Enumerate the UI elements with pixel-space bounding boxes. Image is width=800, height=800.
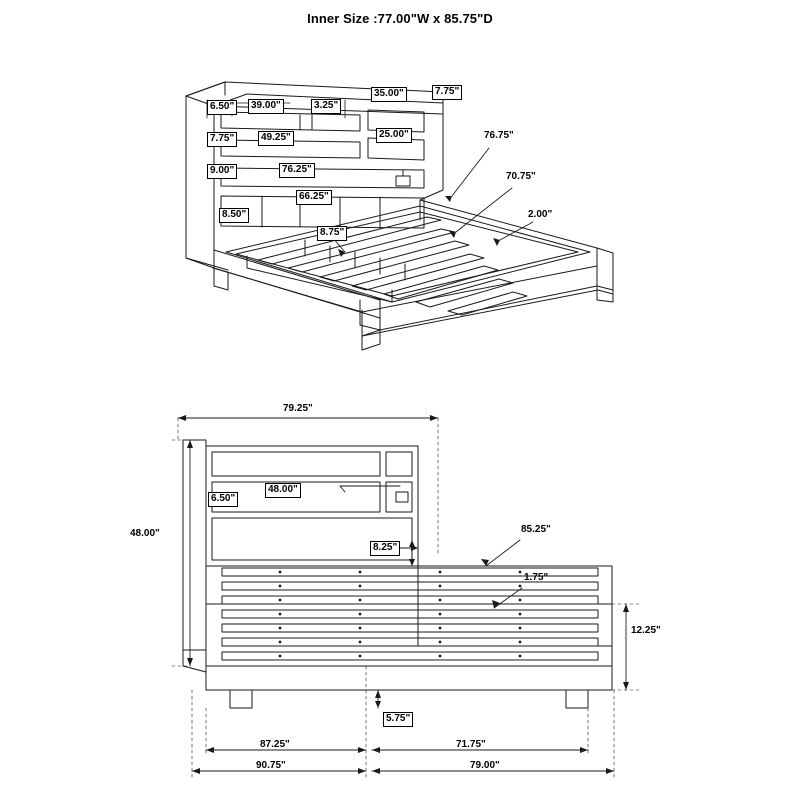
dimension-label: 7.75" <box>432 85 462 100</box>
dimension-label: 49.25" <box>258 131 294 146</box>
page-title: Inner Size :77.00"W x 85.75"D <box>307 11 493 26</box>
dimension-label: 1.75" <box>524 572 549 583</box>
dimension-label: 87.25" <box>260 739 290 750</box>
dimension-label: 8.75" <box>317 226 347 241</box>
dimension-label: 7.75" <box>207 132 237 147</box>
dimension-label: 79.25" <box>283 403 313 414</box>
dimension-label: 66.25" <box>296 190 332 205</box>
dimension-label: 35.00" <box>371 87 407 102</box>
dimension-label: 71.75" <box>456 739 486 750</box>
dimension-label: 3.25" <box>311 99 341 114</box>
dimension-label: 79.00" <box>470 760 500 771</box>
dimension-label: 90.75" <box>256 760 286 771</box>
dimension-label: 76.75" <box>484 130 514 141</box>
dimension-label: 48.00" <box>265 483 301 498</box>
dimension-label: 70.75" <box>506 171 536 182</box>
dimension-label: 2.00" <box>528 209 553 220</box>
dimension-label: 8.25" <box>370 541 400 556</box>
dimension-label: 48.00" <box>130 528 160 539</box>
dimension-label: 6.50" <box>208 492 238 507</box>
dimension-label: 76.25" <box>279 163 315 178</box>
dimension-label: 85.25" <box>521 524 551 535</box>
dimension-label: 8.50" <box>219 208 249 223</box>
dimension-label: 9.00" <box>207 164 237 179</box>
dimension-label: 25.00" <box>376 128 412 143</box>
dimension-label: 6.50" <box>207 100 237 115</box>
dimension-label: 5.75" <box>383 712 413 727</box>
dimension-label: 39.00" <box>248 99 284 114</box>
dimension-label: 12.25" <box>631 625 661 636</box>
